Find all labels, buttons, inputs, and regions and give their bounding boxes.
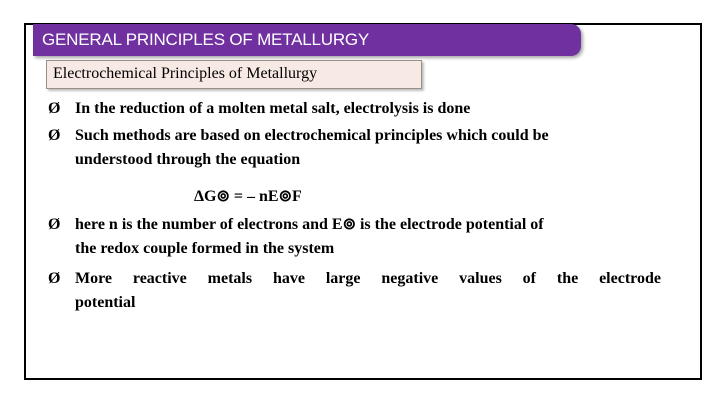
- word: have: [272, 270, 305, 287]
- word: metals: [207, 270, 253, 287]
- word: the: [556, 270, 579, 287]
- bullet-text: the redox couple formed in the system: [75, 240, 335, 257]
- arrow-bullet-icon: Ø: [48, 216, 61, 233]
- bullet-text: understood through the equation: [75, 151, 301, 168]
- bullet-text-justified: [75, 267, 661, 291]
- bullet-text: here n is the number of electrons and E⊚ is the electrode potential of: [75, 216, 544, 233]
- arrow-bullet-icon: Ø: [48, 100, 61, 117]
- title-banner: [33, 24, 581, 56]
- word: electrode: [599, 270, 661, 287]
- arrow-bullet-icon: Ø: [48, 270, 61, 287]
- word: reactive: [132, 270, 187, 287]
- word: More: [75, 270, 113, 287]
- word: large: [325, 270, 361, 287]
- banner-title: GENERAL PRINCIPLES OF METALLURGY: [42, 30, 370, 49]
- arrow-bullet-icon: Ø: [48, 127, 61, 144]
- bullet-text: Such methods are based on electrochemical principles which could be: [75, 127, 549, 144]
- word: negative: [381, 270, 439, 287]
- bullet-text: potential: [75, 294, 136, 311]
- word: of: [522, 270, 536, 287]
- subtitle-box: [46, 60, 422, 89]
- equation: ΔG⊚ = – nE⊚F: [194, 188, 302, 205]
- subtitle-text: Electrochemical Principles of Metallurgy: [53, 65, 318, 82]
- bullet-text: In the reduction of a molten metal salt, electrolysis is done: [75, 100, 471, 117]
- word: values: [459, 270, 502, 287]
